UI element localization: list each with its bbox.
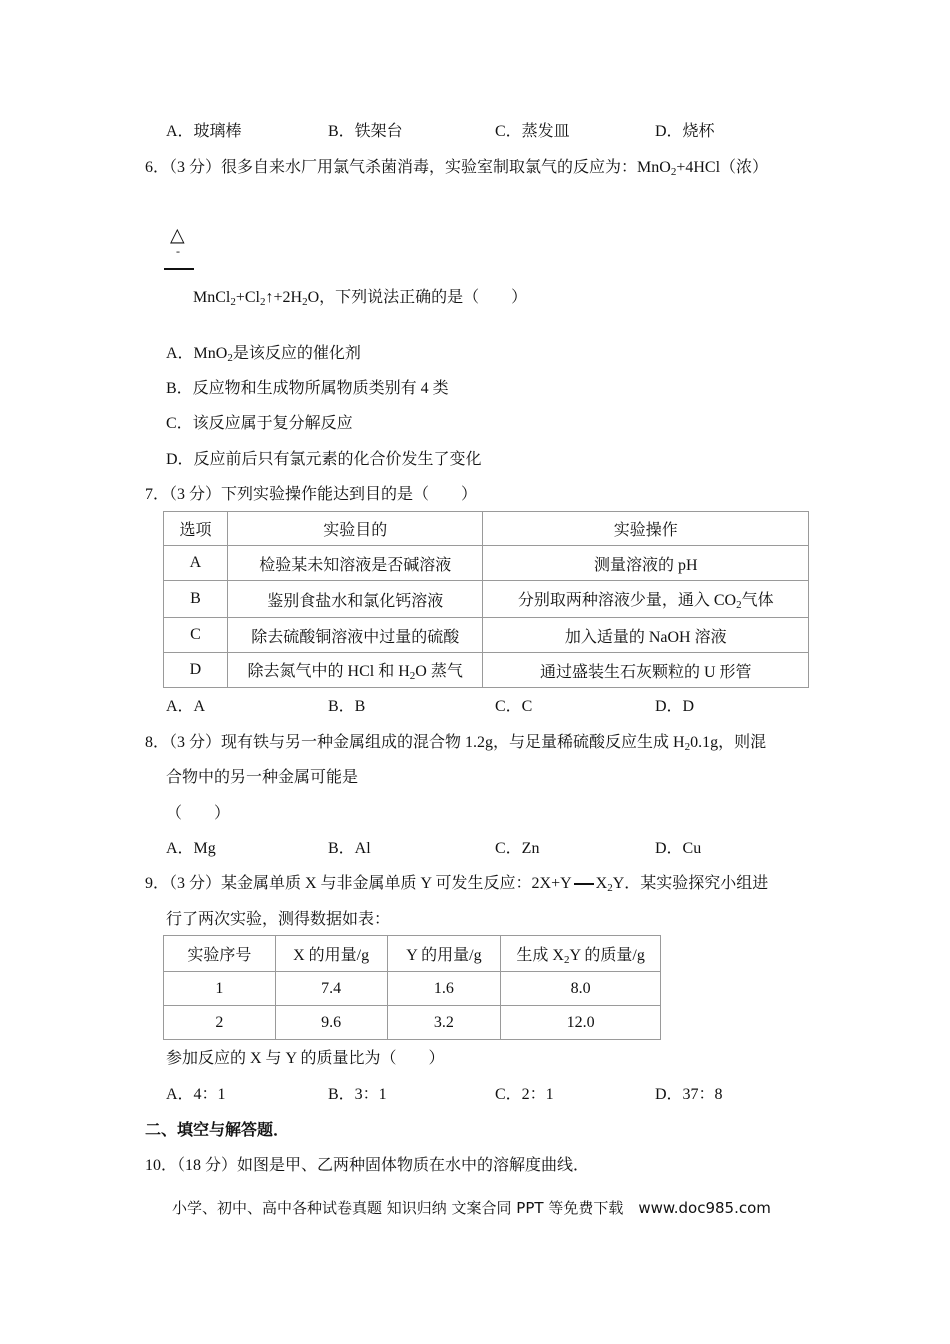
table-header-row [164,936,661,972]
table-row [164,618,809,653]
cell-text: Y 的质量/g [569,946,645,964]
table-header-cell: Y 的用量/g [387,936,501,972]
q8-stem-sub: 2 [684,741,691,753]
q8-stem [145,729,766,753]
table-cell [483,581,809,618]
q6-option-c: C．该反应属于复分解反应 [166,415,353,432]
table-cell: 鉴别食盐水和氯化钙溶液 [227,581,483,618]
table-cell: 测量溶液的 pH [483,546,809,581]
table-cell: D [164,653,228,688]
table-cell: B [164,581,228,618]
q9-stem-line2: 行了两次实验，测得数据如表： [166,911,391,928]
q6-opt-a-tail: 是该反应的催化剂 [232,345,361,362]
cell-text: O 蒸气 [415,663,463,680]
q9-option-a: A．4：1 [166,1086,226,1103]
table-cell: C [164,618,228,653]
page-footer: 小学、初中、高中各种试卷真题 知识归纳 文案合同 PPT 等免费下载 www.doc985.com [172,1199,771,1217]
heat-triangle-symbol: △ [170,224,185,246]
q6-eq-sub2: 2 [259,296,266,308]
q6-stem-tail: +4HCl（浓） [676,159,769,176]
q8-stem-line2: 合物中的另一种金属可能是 [166,769,359,786]
q6-eq-h: ↑+2H [265,289,303,306]
q8-option-b: B．Al [328,840,371,857]
table-header-cell: 选项 [164,512,228,546]
heat-small-dash: - [176,244,180,258]
q6-option-a [166,340,361,364]
table-cell: 2 [164,1006,276,1040]
table-cell: 通过盛装生石灰颗粒的 U 形管 [483,653,809,688]
q9-option-b: B．3：1 [328,1086,387,1103]
table-cell: 3.2 [387,1006,501,1040]
q6-stem-subscript: 2 [670,166,677,178]
table-cell: 8.0 [501,972,661,1006]
table-header-cell: 实验目的 [227,512,483,546]
q8-stem-tail: 0.1g，则混 [690,734,767,751]
q6-option-d: D．反应前后只有氯元素的化合价发生了变化 [166,451,482,468]
cell-subscript: 2 [563,953,570,966]
table-row [164,546,809,581]
q9-stem-prefix: 9．（3 分）某金属单质 X 与非金属单质 Y 可发生反应：2X+Y [145,875,572,892]
q5-option-d: D．烧杯 [655,123,715,140]
q8-option-c: C．Zn [495,840,540,857]
table-cell: 7.4 [275,972,387,1006]
q9-question: 参加反应的 X 与 Y 的质量比为（ ） [166,1050,445,1067]
q6-score: （3 分） [169,159,222,176]
q7-option-c: C．C [495,698,533,715]
q6-opt-a-sub: 2 [227,352,233,364]
q9-option-d: D．37：8 [655,1086,723,1103]
q6-eq-sub1: 2 [230,296,236,308]
table-row [164,653,809,688]
table-cell: A [164,546,228,581]
table-cell: 9.6 [275,1006,387,1040]
table-cell: 1 [164,972,276,1006]
q8-option-a: A．Mg [166,840,216,857]
q7-option-d: D．D [655,698,695,715]
q6-equation-line [193,284,527,308]
table-cell: 除去硫酸铜溶液中过量的硫酸 [227,618,483,653]
q9-stem-x: X [595,875,608,892]
q6-option-b: B．反应物和生成物所属物质类别有 4 类 [166,380,449,397]
q8-stem-prefix: 8．（3 分）现有铁与另一种金属组成的混合物 1.2g，与足量稀硫酸反应生成 H [145,734,685,751]
q6-stem-text: 很多自来水厂用氯气杀菌消毒，实验室制取氯气的反应为：MnO [221,159,671,176]
cell-subscript: 2 [409,670,416,682]
table-header-row [164,512,809,546]
table-cell: 检验某未知溶液是否碱溶液 [227,546,483,581]
cell-text: 生成 X [516,946,564,964]
q7-option-b: B．B [328,698,366,715]
q6-number: 6． [145,159,170,176]
cell-text: 分别取两种溶液少量，通入 CO [517,592,737,609]
table-header-cell: 实验操作 [483,512,809,546]
table-row [164,972,661,1006]
q10-stem: 10．（18 分）如图是甲、乙两种固体物质在水中的溶解度曲线． [145,1157,590,1174]
q6-eq-cl: +Cl [235,289,260,306]
q5-option-c: C．蒸发皿 [495,123,570,140]
q9-stem [145,870,768,894]
q6-eq-tail: O，下列说法正确的是（ ） [307,289,528,306]
q9-stem-sub: 2 [607,882,613,894]
q6-opt-a-prefix: A．MnO [166,345,228,362]
q7-table [163,511,809,688]
q5-option-a: A．玻璃棒 [166,123,242,140]
cell-text: 气体 [741,592,774,609]
table-row [164,1006,661,1040]
table-header-cell: 实验序号 [164,936,276,972]
q9-option-c: C．2：1 [495,1086,554,1103]
cell-text: 除去氮气中的 HCl 和 H [247,663,410,680]
q6-eq-sub3: 2 [302,296,308,308]
q7-option-a: A．A [166,698,206,715]
section-title: 二、填空与解答题． [145,1122,290,1139]
table-cell: 加入适量的 NaOH 溶液 [483,618,809,653]
reaction-condition-line [164,268,194,270]
table-row [164,581,809,618]
q7-stem: 7．（3 分）下列实验操作能达到目的是（ ） [145,486,478,503]
q9-stem-tail: Y．某实验探究小组进 [612,875,769,892]
table-header-cell: X 的用量/g [275,936,387,972]
q5-option-b: B．铁架台 [328,123,403,140]
q8-answer-blank: （ ） [166,805,231,822]
q6-stem [145,154,768,178]
reaction-equals-bar [574,883,594,885]
table-cell: 12.0 [501,1006,661,1040]
table-cell [227,653,483,688]
q8-option-d: D．Cu [655,840,702,857]
table-cell: 1.6 [387,972,501,1006]
table-header-cell [501,936,661,972]
q6-eq-mncl: MnCl [193,289,231,306]
q9-table [163,935,661,1040]
cell-subscript: 2 [736,599,742,611]
